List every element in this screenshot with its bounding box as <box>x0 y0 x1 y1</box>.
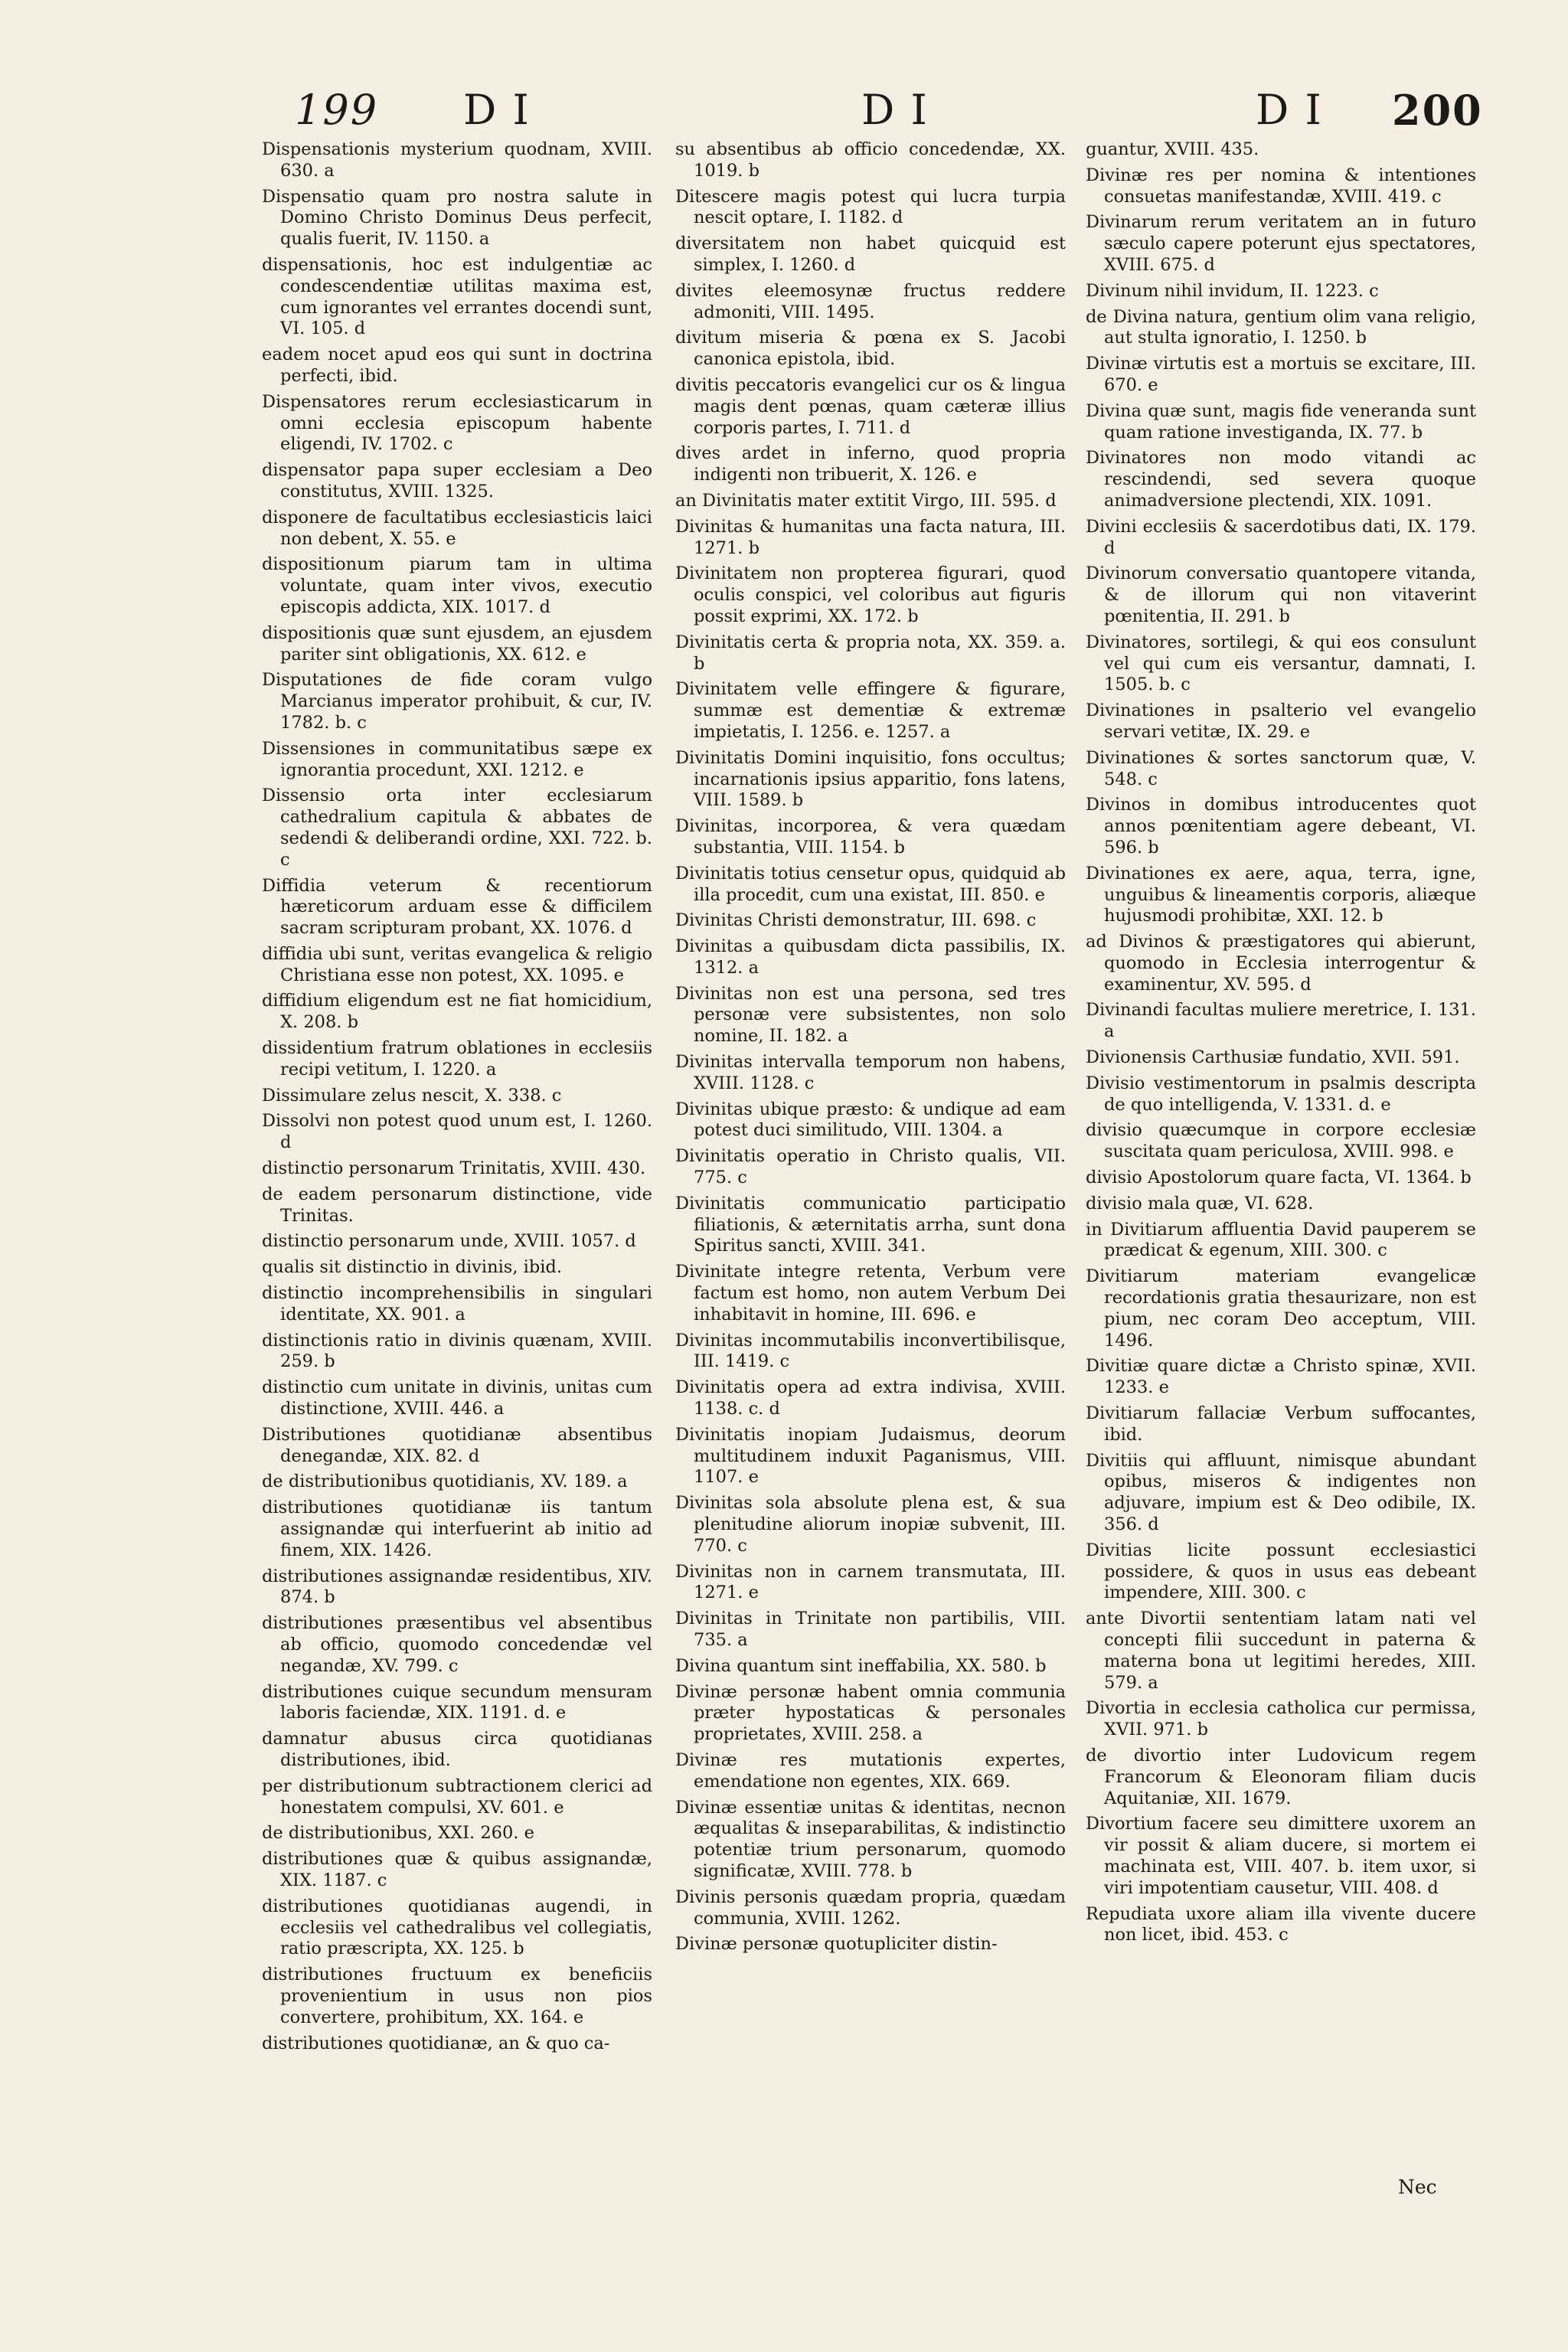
index-entry: Divinitas intervalla temporum non habens, XVIII. 1128. c <box>675 1052 1066 1093</box>
index-entry: damnatur abusus circa quotidianas distributiones, ibid. <box>262 1729 652 1770</box>
index-entry: Dissensiones in communitatibus sæpe ex ignorantia procedunt, XXI. 1212. e <box>262 738 652 780</box>
index-entry: Divinitas in Trinitate non partibilis, VIII. 735. a <box>675 1609 1066 1650</box>
index-entry: distinctio incomprehensibilis in singulari identitate, XX. 901. a <box>262 1283 652 1325</box>
index-entry: Dissimulare zelus nescit, X. 338. c <box>262 1085 562 1106</box>
index-entry: Dispensatores rerum ecclesiasticarum in omni ecclesia episcopum habente eligendi, IV. 1702. c <box>262 391 652 455</box>
index-entry: Divinæ res per nomina & intentiones consuetas manifestandæ, XVIII. 419. c <box>1086 165 1476 207</box>
index-entry: Divinos in domibus introducentes quot annos pœnitentiam agere debeant, VI. 596. b <box>1086 795 1476 858</box>
index-entry: Divinitas a quibusdam dicta passibilis, IX. 1312. a <box>675 936 1066 978</box>
index-entry: distinctio cum unitate in divinis, unitas cum distinctione, XVIII. 446. a <box>262 1377 652 1419</box>
index-entry: Dispensationis mysterium quodnam, XVIII. 630. a <box>262 139 652 181</box>
index-entry: ad Divinos & præstigatores qui abierunt, quomodo in Ecclesia interrogentur & examinentur, XV. 595. d <box>1086 932 1476 995</box>
index-entry: Divinitatis operatio in Christo qualis, VII. 775. c <box>675 1146 1066 1188</box>
index-entry: distinctionis ratio in divinis quænam, XVIII. 259. b <box>262 1330 652 1372</box>
index-entry: Ditescere magis potest qui lucra turpia nescit optare, I. 1182. d <box>675 186 1066 228</box>
index-entry: Divinitas sola absolute plena est, & sua plenitudine aliorum inopiæ subvenit, III. 770. c <box>675 1493 1066 1556</box>
index-entry: distinctio personarum Trinitatis, XVIII. 430. <box>262 1158 646 1179</box>
index-entry: diffidia ubi sunt, veritas evangelica & religio Christiana esse non potest, XX. 1095. e <box>262 943 652 985</box>
index-entry: distinctio personarum unde, XVIII. 1057. d <box>262 1231 636 1252</box>
index-entry: Divinitatis certa & propria nota, XX. 359. a. b <box>675 632 1066 674</box>
index-entry: dispensationis, hoc est indulgentiæ ac condescendentiæ utilitas maxima est, cum ignorantes vel errantes docendi sunt, VI. 105. d <box>262 254 652 339</box>
index-entry: distributiones assignandæ residentibus, XIV. 874. b <box>262 1566 652 1608</box>
index-entry: distributiones præsentibus vel absentibus ab officio, quomodo concedendæ vel negandæ, XV. 799. c <box>262 1613 652 1676</box>
index-entry: Divitiarum fallaciæ Verbum suffocantes, ibid. <box>1086 1403 1476 1445</box>
index-entry: distributiones fructuum ex beneficiis provenientium in usus non pios convertere, prohibitum, XX. 164. e <box>262 1965 652 2027</box>
index-entry: divitum miseria & pœna ex S. Jacobi canonica epistola, ibid. <box>675 328 1066 370</box>
index-entry: Divinationes & sortes sanctorum quæ, V. 548. c <box>1086 747 1476 789</box>
index-entry: dives ardet in inferno, quod propria indigenti non tribuerit, X. 126. e <box>675 443 1066 485</box>
index-entry: Diffidia veterum & recentiorum hæreticorum arduam esse & difficilem sacram scripturam probant, XX. 1076. d <box>262 875 652 939</box>
index-column-left <box>262 139 652 2059</box>
header-letters-right: D I <box>1256 86 1323 134</box>
index-entry: su absentibus ab officio concedendæ, XX. 1019. b <box>675 139 1066 181</box>
index-entry: Divitiis qui affluunt, nimisque abundant opibus, miseros & indigentes non adjuvare, impium est & Deo odibile, IX. 356. d <box>1086 1450 1476 1535</box>
index-entry: Divinorum conversatio quantopere vitanda, & de illorum qui non vitaverint pœnitentia, II. 291. b <box>1086 564 1476 626</box>
index-entry: de distributionibus, XXI. 260. e <box>262 1823 534 1844</box>
header-letters-left: D I <box>463 86 531 134</box>
page-number-left: 199 <box>295 86 379 134</box>
catchword: Nec <box>1398 2176 1437 2198</box>
index-entry: divitis peccatoris evangelici cur os & lingua magis dent pœnas, quam cæteræ illius corporis partes, I. 711. d <box>675 374 1066 438</box>
index-entry: Divitiæ quare dictæ a Christo spinæ, XVII. 1233. e <box>1086 1356 1476 1398</box>
index-entry: Divini ecclesiis & sacerdotibus dati, IX. 179. d <box>1086 516 1476 558</box>
index-entry: Divinæ virtutis est a mortuis se excitare, III. 670. e <box>1086 354 1476 395</box>
index-entry: dispositionum piarum tam in ultima voluntate, quam inter vivos, executio episcopis addicta, XIX. 1017. d <box>262 554 652 617</box>
index-entry: divisio quæcumque in corpore ecclesiæ suscitata quam periculosa, XVIII. 998. e <box>1086 1120 1476 1162</box>
index-entry: Divionensis Carthusiæ fundatio, XVII. 591. <box>1086 1047 1460 1068</box>
index-entry: divisio Apostolorum quare facta, VI. 1364. b <box>1086 1168 1472 1188</box>
index-column-middle <box>675 139 1066 1960</box>
index-entry: Divinitas ubique præsto: & undique ad eam potest duci similitudo, VIII. 1304. a <box>675 1099 1066 1141</box>
index-entry: Divortia in ecclesia catholica cur permissa, XVII. 971. b <box>1086 1698 1476 1740</box>
index-entry: disponere de facultatibus ecclesiasticis laici non debent, X. 55. e <box>262 507 652 549</box>
index-entry: Divinationes ex aere, aqua, terra, igne, unguibus & lineamentis corporis, aliæque hujusmodi prohibitæ, XXI. 12. b <box>1086 863 1476 926</box>
index-entry: Divinitatis opera ad extra indivisa, XVIII. 1138. c. d <box>675 1377 1066 1419</box>
index-entry: Divinarum rerum veritatem an in futuro sæculo capere poterunt ejus spectatores, XVIII. 675. d <box>1086 212 1476 275</box>
index-entry: Divinitatis totius censetur opus, quidquid ab illa procedit, cum una existat, III. 850. e <box>675 863 1066 905</box>
index-entry: Divinatores, sortilegi, & qui eos consulunt vel qui cum eis versantur, damnati, I. 1505. b. c <box>1086 632 1476 695</box>
index-entry: Divinatores non modo vitandi ac rescindendi, sed severa quoque animadversione plectendi, XIX. 1091. <box>1086 448 1476 511</box>
index-entry: qualis sit distinctio in divinis, ibid. <box>262 1257 562 1278</box>
index-entry: Divinitatis inopiam Judaismus, deorum multitudinem induxit Paganismus, VIII. 1107. e <box>675 1424 1066 1488</box>
index-entry: Divinationes in psalterio vel evangelio servari vetitæ, IX. 29. e <box>1086 701 1476 742</box>
index-entry: ante Divortii sententiam latam nati vel concepti filii succedunt in paterna & materna bona ut legitimi heredes, XIII. 579. a <box>1086 1609 1476 1693</box>
header-letters-center: D I <box>861 86 929 134</box>
index-entry: distributiones cuique secundum mensuram laboris faciendæ, XIX. 1191. d. e <box>262 1681 652 1723</box>
index-entry: de divortio inter Ludovicum regem Francorum & Eleonoram filiam ducis Aquitaniæ, XII. 1679. <box>1086 1745 1476 1808</box>
index-entry: Divina quæ sunt, magis fide veneranda sunt quam ratione investiganda, IX. 77. b <box>1086 400 1476 443</box>
index-entry: guantur, XVIII. 435. <box>1086 139 1259 159</box>
index-entry: dispositionis quæ sunt ejusdem, an ejusdem pariter sint obligationis, XX. 612. e <box>262 622 652 665</box>
index-entry: per distributionum subtractionem clerici ad honestatem compulsi, XV. 601. e <box>262 1775 652 1818</box>
index-entry: Divinitatis communicatio participatio filiationis, & æternitatis arrha, sunt dona Spiritus sancti, XVIII. 341. <box>675 1193 1066 1256</box>
index-entry: Divinitas & humanitas una facta natura, III. 1271. b <box>675 516 1066 558</box>
index-entry: diversitatem non habet quicquid est simplex, I. 1260. d <box>675 234 1066 275</box>
index-entry: diffidium eligendum est ne fiat homicidium, X. 208. b <box>262 991 652 1033</box>
index-entry: Dissensio orta inter ecclesiarum cathedralium capitula & abbates de sedendi & deliberandi ordine, XXI. 722. b. c <box>262 786 652 870</box>
index-entry: Divortium facere seu dimittere uxorem an vir possit & aliam ducere, si mortem ei machinata est, VIII. 407. b. item uxor, si viri impotentiam causetur, VIII. 408. d <box>1086 1814 1476 1898</box>
index-entry: Divitias licite possunt ecclesiastici possidere, & quos in usus eas debeant impendere, XIII. 300. c <box>1086 1540 1476 1603</box>
index-entry: Divinitate integre retenta, Verbum vere factum est homo, non autem Verbum Dei inhabitavit in homine, III. 696. e <box>675 1262 1066 1325</box>
index-entry: de distributionibus quotidianis, XV. 189. a <box>262 1472 628 1492</box>
index-entry: Divinitatem non propterea figurari, quod oculis conspici, vel coloribus aut figuris possit exprimi, XX. 172. b <box>675 564 1066 626</box>
index-entry: Divinum nihil invidum, II. 1223. c <box>1086 280 1379 301</box>
index-entry: Divinæ essentiæ unitas & identitas, necnon æqualitas & inseparabilitas, & indistinctio potentiæ trium personarum, quomodo significatæ, XVIII. 778. b <box>675 1797 1066 1881</box>
index-entry: eadem nocet apud eos qui sunt in doctrina perfecti, ibid. <box>262 345 652 386</box>
index-entry: Divinandi facultas muliere meretrice, I. 131. a <box>1086 1000 1476 1042</box>
index-entry: distributiones quotidianæ iis tantum assignandæ qui interfuerint ab initio ad finem, XIX. 1426. <box>262 1498 652 1560</box>
index-entry: de Divina natura, gentium olim vana religio, aut stulta ignoratio, I. 1250. b <box>1086 306 1476 348</box>
index-entry: Divinæ personæ quotupliciter distin- <box>675 1934 998 1955</box>
index-entry: distributiones quæ & quibus assignandæ, XIX. 1187. c <box>262 1849 652 1890</box>
index-entry: Divinæ res mutationis expertes, emendatione non egentes, XIX. 669. <box>675 1749 1066 1792</box>
index-entry: Divinitatem velle effingere & figurare, summæ est dementiæ & extremæ impietatis, I. 1256. e. 1257. a <box>675 679 1066 742</box>
index-column-right <box>1086 139 1476 1951</box>
index-entry: Divinitas Christi demonstratur, III. 698. c <box>675 910 1037 931</box>
index-entry: Divinæ personæ habent omnia communia præter hypostaticas & personales proprietates, XVIII. 258. a <box>675 1681 1066 1745</box>
index-entry: divisio mala quæ, VI. 628. <box>1086 1193 1314 1214</box>
index-entry: Divisio vestimentorum in psalmis descripta de quo intelligenda, V. 1331. d. e <box>1086 1073 1476 1115</box>
index-entry: Divinitas non in carnem transmutata, III. 1271. e <box>675 1561 1066 1603</box>
index-entry: distributiones quotidianas augendi, in ecclesiis vel cathedralibus vel collegiatis, ratio præscripta, XX. 125. b <box>262 1896 652 1959</box>
index-entry: Divinis personis quædam propria, quædam communia, XVIII. 1262. <box>675 1886 1066 1929</box>
index-entry: Divinitas, incorporea, & vera quædam substantia, VIII. 1154. b <box>675 816 1066 858</box>
index-entry: distributiones quotidianæ, an & quo ca- <box>262 2033 610 2053</box>
index-entry: Divinitas non est una persona, sed tres personæ vere subsistentes, non solo nomine, II. 182. a <box>675 983 1066 1047</box>
index-entry: in Divitiarum affluentia David pauperem se prædicat & egenum, XIII. 300. c <box>1086 1219 1476 1261</box>
index-entry: Divinitas incommutabilis inconvertibilisque, III. 1419. c <box>675 1330 1066 1372</box>
index-entry: Dispensatio quam pro nostra salute in Domino Christo Dominus Deus perfecit, qualis fuerit, IV. 1150. a <box>262 186 652 250</box>
page-number-right: 200 <box>1392 86 1483 135</box>
index-entry: Divitiarum materiam evangelicæ recordationis gratia thesaurizare, non est pium, nec coram Deo acceptum, VIII. 1496. <box>1086 1266 1476 1351</box>
index-entry: dissidentium fratrum oblationes in ecclesiis recipi vetitum, I. 1220. a <box>262 1038 652 1080</box>
index-entry: Divinitatis Domini inquisitio, fons occultus; incarnationis ipsius apparitio, fons latens, VIII. 1589. b <box>675 747 1066 811</box>
index-entry: dispensator papa super ecclesiam a Deo constitutus, XVIII. 1325. <box>262 460 652 501</box>
index-entry: an Divinitatis mater extitit Virgo, III. 595. d <box>675 490 1057 511</box>
index-entry: divites eleemosynæ fructus reddere admoniti, VIII. 1495. <box>675 280 1066 322</box>
index-entry: de eadem personarum distinctione, vide Trinitas. <box>262 1184 652 1226</box>
index-entry: Disputationes de fide coram vulgo Marcianus imperator prohibuit, & cur, IV. 1782. b. c <box>262 670 652 733</box>
index-entry: Dissolvi non potest quod unum est, I. 1260. d <box>262 1111 652 1153</box>
index-entry: Repudiata uxore aliam illa vivente ducere non licet, ibid. 453. c <box>1086 1903 1476 1945</box>
index-entry: Distributiones quotidianæ absentibus denegandæ, XIX. 82. d <box>262 1424 652 1466</box>
index-entry: Divina quantum sint ineffabilia, XX. 580. b <box>675 1655 1047 1676</box>
